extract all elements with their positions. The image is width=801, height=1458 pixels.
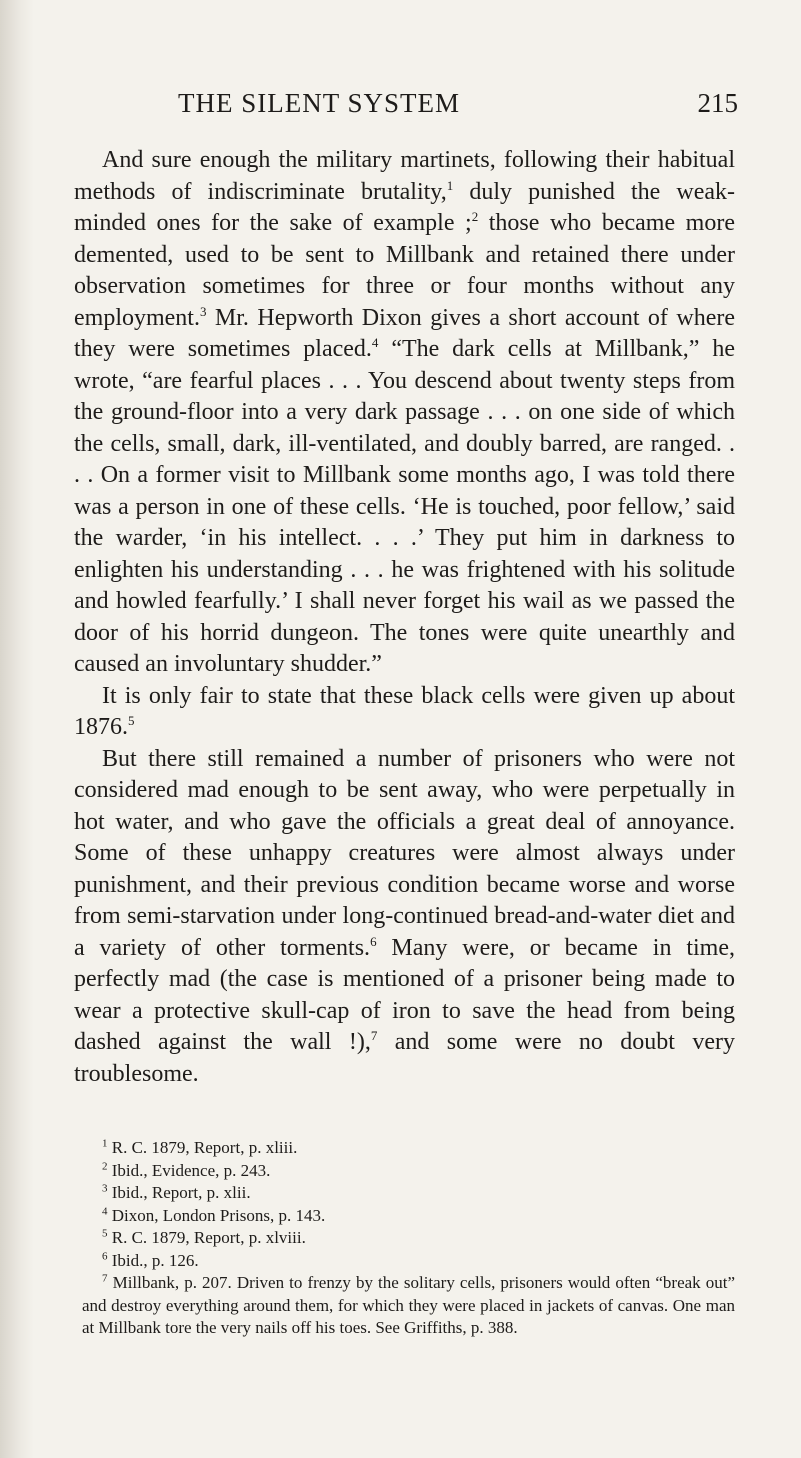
footnote-2	[82, 1160, 735, 1183]
paragraph-text: But there still remained a number of prisoners who were not considered mad enough to be sent away, who were perpetually in hot water, and who gave the officials a great deal of annoyance. Some of these unhappy creatures were almost always under punishment, and their previous condition became worse and worse from semi-starvation under long-continued bread-and-water diet and a variety of other torments.	[74, 745, 735, 961]
paragraph-3	[74, 744, 735, 1091]
footnote-text: R. C. 1879, Report, p. xlviii.	[111, 1228, 306, 1247]
paragraph-2	[74, 681, 735, 744]
footnote-text: Millbank, p. 207. Driven to frenzy by the solitary cells, prisoners would often “break out” and destroy everything around them, for which they were placed in jackets of canvas. One man at Millbank tore the very nails off his toes. See Griffiths, p. 388.	[82, 1273, 736, 1337]
paragraph-text: It is only fair to state that these black cells were given up about 1876.	[74, 682, 735, 740]
footnote-ref-7: 7	[370, 1028, 378, 1043]
paragraph-text: those who became more demented, used to be sent to Millbank and retained there under observation sometimes for three or four months without any employment.	[74, 210, 735, 331]
footnote-ref-1: 1	[446, 177, 454, 193]
page-header	[178, 88, 738, 128]
footnote-text: R. C. 1879, Report, p. xliii.	[111, 1138, 298, 1157]
footnote-6	[82, 1250, 735, 1273]
footnote-number: 1	[102, 1137, 108, 1150]
paragraph-text: and some were no doubt very troublesome.	[74, 1029, 735, 1087]
footnote-ref-3: 3	[199, 303, 207, 319]
footnotes	[82, 1137, 735, 1340]
body-text	[74, 145, 735, 1090]
footnote-1	[82, 1137, 735, 1160]
page-binding-edge	[0, 0, 34, 1458]
page-number: 215	[697, 88, 738, 118]
paragraph-1	[74, 145, 735, 681]
footnote-number: 5	[102, 1227, 108, 1240]
footnote-text: Ibid., Evidence, p. 243.	[111, 1160, 271, 1180]
footnote-ref-2: 2	[471, 209, 479, 224]
footnote-text: Ibid., Report, p. xlii.	[111, 1183, 251, 1202]
footnote-text: Dixon, London Prisons, p. 143.	[111, 1205, 326, 1225]
footnote-number: 7	[102, 1272, 108, 1285]
paragraph-text: “The dark cells at Millbank,” he wrote, “are fearful places . . . You descend about twenty steps from the ground-floor into a very dark passage . . . on one side of which the cells, small, dark, ill-ventilated, and doubly barred, are ranged. . . . On a former visit to Millbank some months ago, I was told there was a person in one of these cells. ‘He is touched, poor fellow,’ said the warder, ‘in his intellect. . . .’ They put him in darkness to enlighten his understanding . . . he was frightened with his solitude and howled fearfully.’ I shall never forget his wail as we passed the door of his horrid dungeon. The tones were quite unearthly and caused an involuntary shudder.”	[74, 336, 735, 677]
footnote-number: 4	[102, 1204, 108, 1217]
footnote-4	[82, 1205, 735, 1228]
footnote-ref-4: 4	[371, 335, 379, 350]
footnote-text: Ibid., p. 126.	[111, 1250, 199, 1270]
footnote-7	[82, 1272, 735, 1340]
footnote-3	[82, 1182, 735, 1205]
footnote-number: 3	[102, 1182, 108, 1195]
footnote-5	[82, 1227, 735, 1250]
footnote-ref-6: 6	[370, 933, 377, 949]
paragraph-text: And sure enough the military martinets, following their habitual methods of indiscriminate brutality,	[74, 147, 735, 205]
paragraph-text: Mr. Hepworth Dixon gives a short account of where they were sometimes placed.	[74, 304, 735, 362]
paragraph-text: Many were, or became in time, perfectly mad (the case is mentioned of a prisoner being made to wear a protective skull-cap of iron to save the head from being dashed against the wall !),	[74, 934, 735, 1055]
paragraph-text: duly punished the weak-minded ones for the sake of example ;	[74, 178, 736, 236]
footnote-ref-5: 5	[128, 713, 135, 728]
footnote-number: 6	[102, 1249, 108, 1262]
footnote-number: 2	[102, 1159, 108, 1172]
running-head: THE SILENT SYSTEM	[178, 88, 461, 118]
